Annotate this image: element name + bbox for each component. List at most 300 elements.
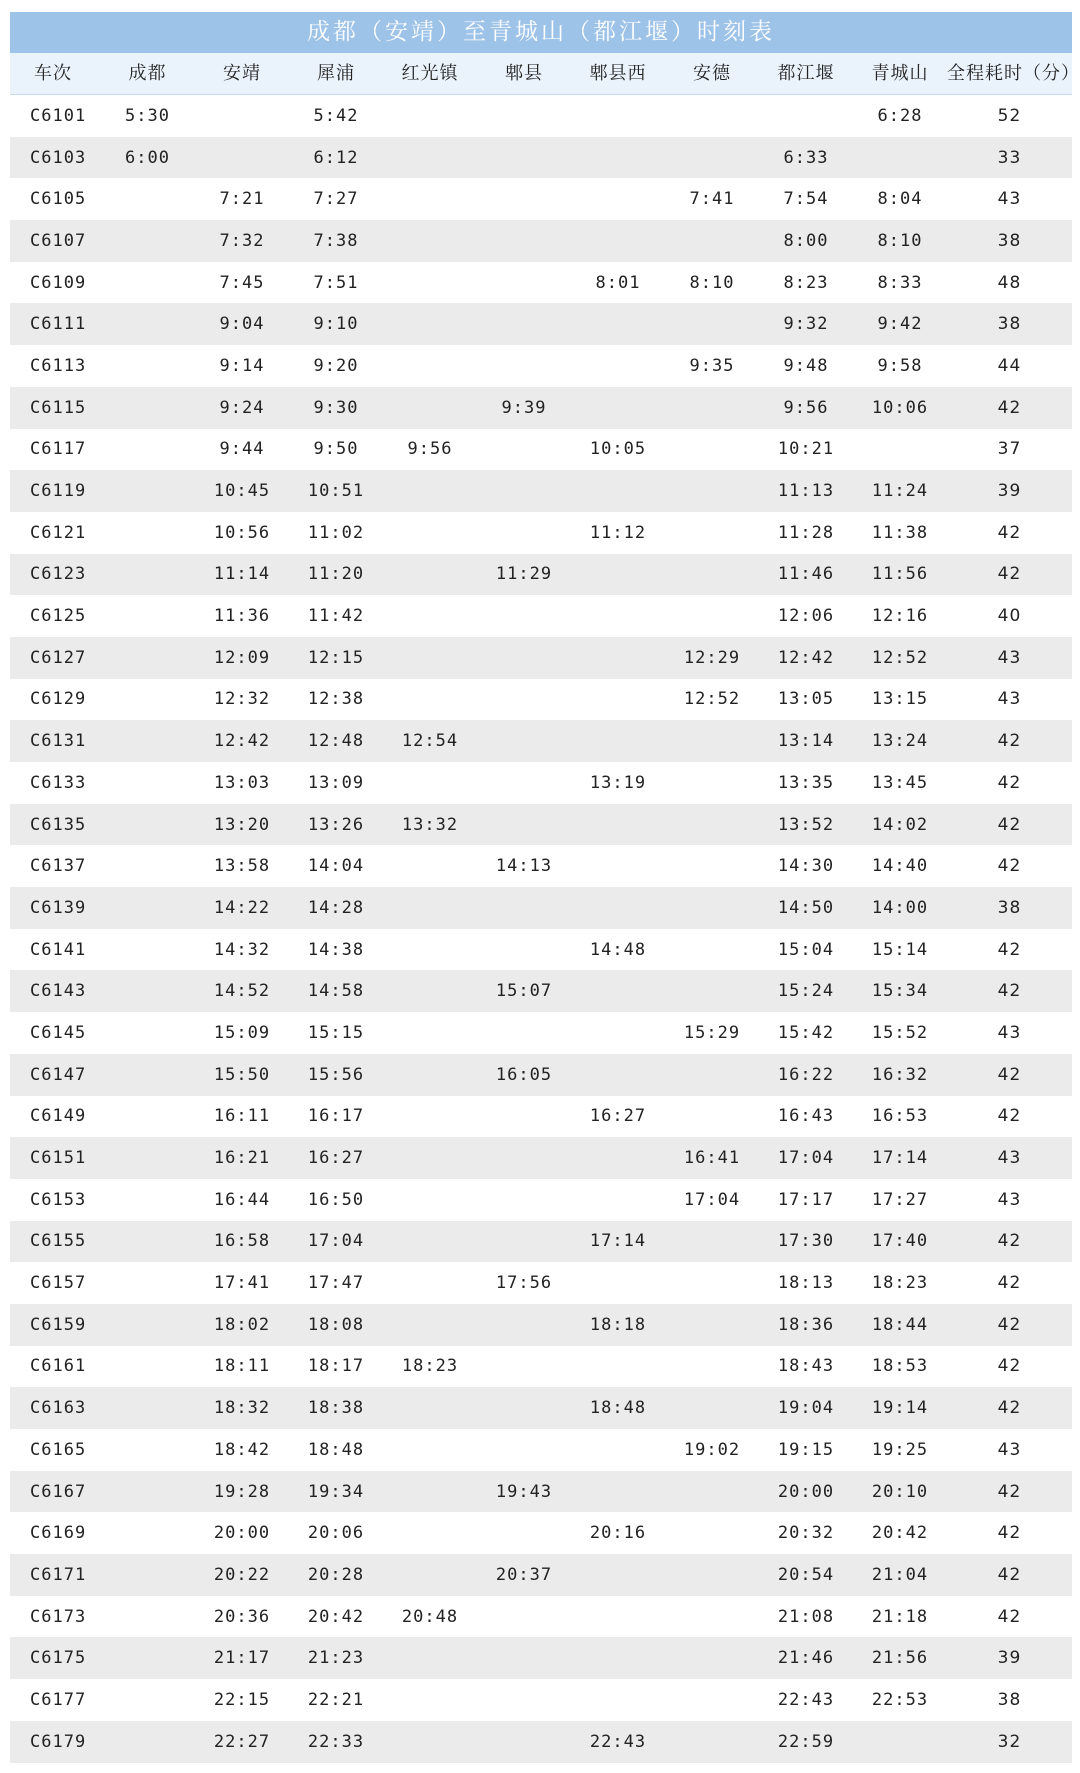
cell-qingchengshan: 9:58 bbox=[877, 355, 923, 376]
cell-anjing: 19:28 bbox=[213, 1481, 271, 1502]
table-row bbox=[10, 1387, 1072, 1429]
cell-qingchengshan: 16:53 bbox=[871, 1106, 929, 1127]
cell-ande: 12:52 bbox=[683, 689, 741, 710]
cell-pixian-west: 13:19 bbox=[589, 772, 647, 793]
cell-anjing: 18:11 bbox=[213, 1356, 271, 1377]
cell-train-number: C6111 bbox=[30, 314, 87, 335]
cell-xipu: 9:30 bbox=[313, 397, 359, 418]
cell-ande: 7:41 bbox=[689, 189, 735, 210]
cell-anjing: 14:32 bbox=[213, 939, 271, 960]
cell-train-number: C6131 bbox=[30, 731, 87, 752]
table-row bbox=[10, 637, 1072, 679]
cell-total-duration: 38 bbox=[997, 230, 1022, 251]
cell-chengdu: 6:00 bbox=[125, 147, 170, 168]
cell-train-number: C6167 bbox=[30, 1481, 87, 1502]
table-row bbox=[10, 1054, 1072, 1096]
timetable bbox=[10, 12, 1080, 1763]
cell-anjing: 16:21 bbox=[213, 1148, 271, 1169]
cell-qingchengshan: 19:25 bbox=[871, 1439, 929, 1460]
cell-xipu: 21:23 bbox=[307, 1648, 365, 1669]
cell-train-number: C6149 bbox=[30, 1106, 87, 1127]
cell-anjing: 10:45 bbox=[213, 481, 271, 502]
cell-dujiangyan: 17:30 bbox=[777, 1231, 835, 1252]
cell-anjing: 13:03 bbox=[213, 772, 271, 793]
cell-xipu: 5:42 bbox=[313, 105, 359, 126]
table-row bbox=[10, 1304, 1072, 1346]
cell-xipu: 17:04 bbox=[307, 1231, 365, 1252]
header-anjing: 安靖 bbox=[223, 63, 261, 84]
cell-total-duration: 42 bbox=[997, 814, 1022, 835]
cell-train-number: C6157 bbox=[30, 1273, 87, 1294]
table-row bbox=[10, 429, 1072, 471]
cell-qingchengshan: 21:56 bbox=[871, 1648, 929, 1669]
cell-pixian-west: 17:14 bbox=[589, 1231, 647, 1252]
cell-total-duration: 32 bbox=[997, 1731, 1022, 1752]
cell-total-duration: 42 bbox=[997, 1064, 1022, 1085]
cell-train-number: C6105 bbox=[30, 189, 87, 210]
cell-qingchengshan: 17:40 bbox=[871, 1231, 929, 1252]
cell-total-duration: 42 bbox=[997, 1606, 1022, 1627]
cell-anjing: 12:32 bbox=[213, 689, 271, 710]
cell-xipu: 17:47 bbox=[307, 1273, 365, 1294]
cell-pixian-west: 16:27 bbox=[589, 1106, 647, 1127]
cell-dujiangyan: 13:35 bbox=[777, 772, 835, 793]
cell-pixian-west: 10:05 bbox=[589, 439, 647, 460]
cell-anjing: 10:56 bbox=[213, 522, 271, 543]
cell-anjing: 20:36 bbox=[213, 1606, 271, 1627]
cell-dujiangyan: 20:00 bbox=[777, 1481, 835, 1502]
header-chengdu: 成都 bbox=[128, 63, 167, 84]
cell-anjing: 18:32 bbox=[213, 1398, 271, 1419]
cell-dujiangyan: 12:06 bbox=[777, 606, 835, 627]
cell-train-number: C6171 bbox=[30, 1564, 87, 1585]
cell-total-duration: 44 bbox=[997, 355, 1022, 376]
cell-train-number: C6103 bbox=[30, 147, 87, 168]
cell-total-duration: 38 bbox=[997, 897, 1022, 918]
table-row bbox=[10, 1346, 1072, 1388]
cell-anjing: 9:04 bbox=[219, 314, 265, 335]
cell-xipu: 22:21 bbox=[307, 1689, 365, 1710]
cell-qingchengshan: 15:34 bbox=[871, 981, 929, 1002]
table-row bbox=[10, 1429, 1072, 1471]
cell-xipu: 9:20 bbox=[313, 355, 359, 376]
timetable-body bbox=[10, 95, 1072, 1763]
cell-xipu: 20:06 bbox=[307, 1523, 365, 1544]
cell-qingchengshan: 21:18 bbox=[871, 1606, 929, 1627]
cell-dujiangyan: 10:21 bbox=[777, 439, 835, 460]
timetable-title: 成都（安靖）至青城山（都江堰）时刻表 bbox=[10, 12, 1072, 53]
cell-qingchengshan: 18:44 bbox=[871, 1314, 929, 1335]
cell-dujiangyan: 19:04 bbox=[777, 1398, 835, 1419]
cell-qingchengshan: 11:24 bbox=[871, 481, 929, 502]
cell-qingchengshan: 18:53 bbox=[871, 1356, 929, 1377]
table-row bbox=[10, 554, 1072, 596]
table-row bbox=[10, 512, 1072, 554]
cell-xipu: 10:51 bbox=[307, 481, 365, 502]
cell-qingchengshan: 21:04 bbox=[871, 1564, 929, 1585]
cell-train-number: C6137 bbox=[30, 856, 87, 877]
cell-qingchengshan: 14:02 bbox=[871, 814, 929, 835]
cell-total-duration: 42 bbox=[997, 1273, 1022, 1294]
cell-dujiangyan: 8:00 bbox=[783, 230, 829, 251]
table-row bbox=[10, 804, 1072, 846]
cell-dujiangyan: 13:14 bbox=[777, 731, 835, 752]
cell-anjing: 21:17 bbox=[213, 1648, 271, 1669]
cell-dujiangyan: 22:43 bbox=[777, 1689, 835, 1710]
cell-xipu: 11:02 bbox=[307, 522, 365, 543]
cell-total-duration: 43 bbox=[997, 1022, 1022, 1043]
cell-train-number: C6145 bbox=[30, 1022, 87, 1043]
cell-xipu: 6:12 bbox=[313, 147, 359, 168]
cell-total-duration: 37 bbox=[997, 439, 1022, 460]
cell-pixian: 11:29 bbox=[495, 564, 553, 585]
cell-anjing: 22:27 bbox=[213, 1731, 271, 1752]
cell-train-number: C6151 bbox=[30, 1148, 87, 1169]
cell-total-duration: 43 bbox=[997, 1148, 1022, 1169]
cell-anjing: 18:02 bbox=[213, 1314, 271, 1335]
cell-dujiangyan: 8:23 bbox=[783, 272, 829, 293]
cell-dujiangyan: 13:52 bbox=[777, 814, 835, 835]
cell-train-number: C6135 bbox=[30, 814, 87, 835]
cell-dujiangyan: 9:56 bbox=[783, 397, 829, 418]
cell-total-duration: 42 bbox=[997, 397, 1022, 418]
cell-hongguangzhen: 18:23 bbox=[401, 1356, 459, 1377]
cell-dujiangyan: 14:50 bbox=[777, 897, 835, 918]
cell-dujiangyan: 17:04 bbox=[777, 1148, 835, 1169]
cell-dujiangyan: 16:22 bbox=[777, 1064, 835, 1085]
cell-dujiangyan: 22:59 bbox=[777, 1731, 835, 1752]
table-row bbox=[10, 762, 1072, 804]
cell-xipu: 12:48 bbox=[307, 731, 365, 752]
table-row bbox=[10, 220, 1072, 262]
cell-dujiangyan: 21:46 bbox=[777, 1648, 835, 1669]
cell-ande: 12:29 bbox=[683, 647, 741, 668]
table-row bbox=[10, 1679, 1072, 1721]
cell-total-duration: 38 bbox=[997, 1689, 1022, 1710]
table-row bbox=[10, 970, 1072, 1012]
cell-total-duration: 42 bbox=[997, 856, 1022, 877]
cell-anjing: 22:15 bbox=[213, 1689, 271, 1710]
cell-total-duration: 42 bbox=[997, 981, 1022, 1002]
cell-qingchengshan: 16:32 bbox=[871, 1064, 929, 1085]
cell-qingchengshan: 13:24 bbox=[871, 731, 929, 752]
cell-train-number: C6127 bbox=[30, 647, 87, 668]
cell-xipu: 14:58 bbox=[307, 981, 365, 1002]
cell-total-duration: 42 bbox=[997, 564, 1022, 585]
cell-train-number: C6109 bbox=[30, 272, 87, 293]
cell-anjing: 12:42 bbox=[213, 731, 271, 752]
cell-anjing: 13:20 bbox=[213, 814, 271, 835]
cell-dujiangyan: 11:28 bbox=[777, 522, 835, 543]
cell-dujiangyan: 7:54 bbox=[783, 189, 829, 210]
cell-dujiangyan: 18:13 bbox=[777, 1273, 835, 1294]
cell-xipu: 20:28 bbox=[307, 1564, 365, 1585]
table-row bbox=[10, 1596, 1072, 1638]
header-dujiangyan: 都江堰 bbox=[777, 63, 835, 84]
cell-pixian-west: 14:48 bbox=[589, 939, 647, 960]
cell-pixian: 14:13 bbox=[495, 856, 553, 877]
cell-train-number: C6119 bbox=[30, 481, 87, 502]
cell-train-number: C6113 bbox=[30, 355, 87, 376]
cell-dujiangyan: 15:04 bbox=[777, 939, 835, 960]
cell-dujiangyan: 9:32 bbox=[783, 314, 829, 335]
cell-qingchengshan: 19:14 bbox=[871, 1398, 929, 1419]
cell-train-number: C6165 bbox=[30, 1439, 87, 1460]
cell-qingchengshan: 14:40 bbox=[871, 856, 929, 877]
cell-qingchengshan: 8:10 bbox=[877, 230, 923, 251]
cell-xipu: 19:34 bbox=[307, 1481, 365, 1502]
table-row bbox=[10, 470, 1072, 512]
cell-train-number: C6129 bbox=[30, 689, 87, 710]
cell-train-number: C6169 bbox=[30, 1523, 87, 1544]
cell-train-number: C6161 bbox=[30, 1356, 87, 1377]
table-row bbox=[10, 1096, 1072, 1138]
cell-qingchengshan: 12:52 bbox=[871, 647, 929, 668]
cell-total-duration: 43 bbox=[997, 1439, 1022, 1460]
cell-xipu: 18:17 bbox=[307, 1356, 365, 1377]
cell-train-number: C6141 bbox=[30, 939, 87, 960]
table-row bbox=[10, 387, 1072, 429]
cell-qingchengshan: 17:14 bbox=[871, 1148, 929, 1169]
cell-pixian: 17:56 bbox=[495, 1273, 553, 1294]
cell-anjing: 13:58 bbox=[213, 856, 271, 877]
cell-xipu: 14:38 bbox=[307, 939, 365, 960]
cell-ande: 9:35 bbox=[689, 355, 735, 376]
cell-train-number: C6133 bbox=[30, 772, 87, 793]
cell-train-number: C6179 bbox=[30, 1731, 87, 1752]
cell-xipu: 18:08 bbox=[307, 1314, 365, 1335]
cell-total-duration: 42 bbox=[997, 731, 1022, 752]
cell-dujiangyan: 19:15 bbox=[777, 1439, 835, 1460]
cell-anjing: 7:21 bbox=[219, 189, 265, 210]
cell-anjing: 7:45 bbox=[219, 272, 265, 293]
cell-xipu: 7:27 bbox=[313, 189, 359, 210]
cell-train-number: C6115 bbox=[30, 397, 87, 418]
table-row bbox=[10, 1721, 1072, 1763]
cell-pixian-west: 22:43 bbox=[589, 1731, 647, 1752]
cell-train-number: C6175 bbox=[30, 1648, 87, 1669]
cell-anjing: 15:09 bbox=[213, 1022, 271, 1043]
table-row bbox=[10, 1262, 1072, 1304]
cell-pixian-west: 11:12 bbox=[589, 522, 647, 543]
table-row bbox=[10, 178, 1072, 220]
header-hongguangzhen: 红光镇 bbox=[401, 63, 459, 84]
cell-pixian: 15:07 bbox=[495, 981, 553, 1002]
cell-train-number: C6147 bbox=[30, 1064, 87, 1085]
cell-dujiangyan: 17:17 bbox=[777, 1189, 835, 1210]
cell-anjing: 11:14 bbox=[213, 564, 271, 585]
cell-chengdu: 5:30 bbox=[125, 105, 170, 126]
cell-total-duration: 42 bbox=[997, 1398, 1022, 1419]
cell-anjing: 20:00 bbox=[213, 1523, 271, 1544]
cell-anjing: 12:09 bbox=[213, 647, 271, 668]
cell-xipu: 16:17 bbox=[307, 1106, 365, 1127]
cell-total-duration: 52 bbox=[997, 105, 1022, 126]
cell-anjing: 7:32 bbox=[219, 230, 265, 251]
cell-xipu: 15:56 bbox=[307, 1064, 365, 1085]
cell-dujiangyan: 21:08 bbox=[777, 1606, 835, 1627]
cell-total-duration: 39 bbox=[997, 481, 1022, 502]
cell-train-number: C6125 bbox=[30, 606, 87, 627]
cell-ande: 15:29 bbox=[683, 1022, 741, 1043]
table-row bbox=[10, 1471, 1072, 1513]
header-ande: 安德 bbox=[693, 63, 731, 84]
cell-qingchengshan: 13:45 bbox=[871, 772, 929, 793]
cell-xipu: 12:15 bbox=[307, 647, 365, 668]
cell-xipu: 14:28 bbox=[307, 897, 365, 918]
cell-train-number: C6121 bbox=[30, 522, 87, 543]
cell-pixian: 19:43 bbox=[495, 1481, 553, 1502]
cell-xipu: 14:04 bbox=[307, 856, 365, 877]
cell-total-duration: 43 bbox=[997, 647, 1022, 668]
cell-ande: 17:04 bbox=[683, 1189, 741, 1210]
cell-qingchengshan: 15:52 bbox=[871, 1022, 929, 1043]
cell-hongguangzhen: 9:56 bbox=[407, 439, 453, 460]
cell-xipu: 15:15 bbox=[307, 1022, 365, 1043]
cell-dujiangyan: 20:32 bbox=[777, 1523, 835, 1544]
table-row bbox=[10, 303, 1072, 345]
cell-xipu: 20:42 bbox=[307, 1606, 365, 1627]
cell-hongguangzhen: 20:48 bbox=[401, 1606, 459, 1627]
cell-xipu: 11:42 bbox=[307, 606, 365, 627]
cell-total-duration: 42 bbox=[997, 772, 1022, 793]
table-row bbox=[10, 262, 1072, 304]
cell-total-duration: 39 bbox=[997, 1648, 1022, 1669]
cell-train-number: C6177 bbox=[30, 1689, 87, 1710]
cell-qingchengshan: 12:16 bbox=[871, 606, 929, 627]
cell-total-duration: 42 bbox=[997, 1106, 1022, 1127]
cell-pixian-west: 8:01 bbox=[595, 272, 641, 293]
cell-anjing: 16:11 bbox=[213, 1106, 271, 1127]
cell-qingchengshan: 6:28 bbox=[877, 105, 923, 126]
table-row bbox=[10, 679, 1072, 721]
cell-qingchengshan: 10:06 bbox=[871, 397, 929, 418]
cell-total-duration: 42 bbox=[997, 1564, 1022, 1585]
cell-ande: 8:10 bbox=[689, 272, 735, 293]
cell-xipu: 13:26 bbox=[307, 814, 365, 835]
cell-dujiangyan: 11:13 bbox=[777, 481, 835, 502]
cell-qingchengshan: 11:56 bbox=[871, 564, 929, 585]
cell-anjing: 20:22 bbox=[213, 1564, 271, 1585]
cell-train-number: C6139 bbox=[30, 897, 87, 918]
table-row bbox=[10, 345, 1072, 387]
cell-total-duration: 42 bbox=[997, 1523, 1022, 1544]
cell-qingchengshan: 18:23 bbox=[871, 1273, 929, 1294]
cell-pixian: 20:37 bbox=[495, 1564, 553, 1585]
cell-total-duration: 42 bbox=[997, 939, 1022, 960]
cell-anjing: 14:22 bbox=[213, 897, 271, 918]
cell-anjing: 16:58 bbox=[213, 1231, 271, 1252]
cell-qingchengshan: 22:53 bbox=[871, 1689, 929, 1710]
cell-total-duration: 42 bbox=[997, 522, 1022, 543]
cell-anjing: 9:44 bbox=[219, 439, 265, 460]
table-row bbox=[10, 1512, 1072, 1554]
table-row bbox=[10, 137, 1072, 179]
cell-anjing: 17:41 bbox=[213, 1273, 271, 1294]
cell-anjing: 16:44 bbox=[213, 1189, 271, 1210]
table-row bbox=[10, 845, 1072, 887]
table-row bbox=[10, 1012, 1072, 1054]
cell-hongguangzhen: 12:54 bbox=[401, 731, 459, 752]
header-xipu: 犀浦 bbox=[317, 63, 355, 84]
table-row bbox=[10, 1554, 1072, 1596]
header-pixian-west: 郫县西 bbox=[589, 63, 647, 84]
cell-pixian-west: 18:48 bbox=[589, 1398, 647, 1419]
cell-total-duration: 40 bbox=[997, 606, 1022, 627]
cell-dujiangyan: 16:43 bbox=[777, 1106, 835, 1127]
cell-total-duration: 43 bbox=[997, 1189, 1022, 1210]
cell-anjing: 15:50 bbox=[213, 1064, 271, 1085]
cell-dujiangyan: 18:36 bbox=[777, 1314, 835, 1335]
cell-dujiangyan: 6:33 bbox=[783, 147, 829, 168]
cell-pixian: 9:39 bbox=[501, 397, 547, 418]
cell-total-duration: 33 bbox=[997, 147, 1022, 168]
cell-xipu: 9:10 bbox=[313, 314, 359, 335]
table-row bbox=[10, 1221, 1072, 1263]
cell-dujiangyan: 15:42 bbox=[777, 1022, 835, 1043]
cell-xipu: 7:38 bbox=[313, 230, 359, 251]
cell-dujiangyan: 14:30 bbox=[777, 856, 835, 877]
cell-pixian-west: 20:16 bbox=[589, 1523, 647, 1544]
cell-train-number: C6163 bbox=[30, 1398, 87, 1419]
table-row bbox=[10, 929, 1072, 971]
cell-train-number: C6173 bbox=[30, 1606, 87, 1627]
cell-pixian: 16:05 bbox=[495, 1064, 553, 1085]
cell-dujiangyan: 20:54 bbox=[777, 1564, 835, 1585]
cell-anjing: 11:36 bbox=[213, 606, 271, 627]
cell-xipu: 16:27 bbox=[307, 1148, 365, 1169]
cell-train-number: C6107 bbox=[30, 230, 87, 251]
cell-xipu: 12:38 bbox=[307, 689, 365, 710]
cell-total-duration: 42 bbox=[997, 1481, 1022, 1502]
cell-qingchengshan: 20:10 bbox=[871, 1481, 929, 1502]
cell-qingchengshan: 8:33 bbox=[877, 272, 923, 293]
table-row bbox=[10, 1637, 1072, 1679]
cell-dujiangyan: 15:24 bbox=[777, 981, 835, 1002]
cell-xipu: 13:09 bbox=[307, 772, 365, 793]
table-row bbox=[10, 887, 1072, 929]
cell-train-number: C6143 bbox=[30, 981, 87, 1002]
cell-xipu: 16:50 bbox=[307, 1189, 365, 1210]
cell-total-duration: 42 bbox=[997, 1231, 1022, 1252]
cell-xipu: 7:51 bbox=[313, 272, 359, 293]
cell-qingchengshan: 8:04 bbox=[877, 189, 923, 210]
cell-xipu: 18:38 bbox=[307, 1398, 365, 1419]
cell-anjing: 9:24 bbox=[219, 397, 265, 418]
cell-qingchengshan: 9:42 bbox=[877, 314, 923, 335]
table-row bbox=[10, 595, 1072, 637]
header-pixian: 郫县 bbox=[505, 63, 543, 84]
cell-train-number: C6123 bbox=[30, 564, 87, 585]
cell-dujiangyan: 11:46 bbox=[777, 564, 835, 585]
cell-xipu: 18:48 bbox=[307, 1439, 365, 1460]
cell-total-duration: 43 bbox=[997, 689, 1022, 710]
cell-pixian-west: 18:18 bbox=[589, 1314, 647, 1335]
cell-hongguangzhen: 13:32 bbox=[401, 814, 459, 835]
cell-anjing: 9:14 bbox=[219, 355, 265, 376]
cell-anjing: 18:42 bbox=[213, 1439, 271, 1460]
cell-ande: 16:41 bbox=[683, 1148, 741, 1169]
header-train-number: 车次 bbox=[34, 63, 72, 84]
cell-qingchengshan: 14:00 bbox=[871, 897, 929, 918]
cell-qingchengshan: 17:27 bbox=[871, 1189, 929, 1210]
cell-train-number: C6153 bbox=[30, 1189, 87, 1210]
table-row bbox=[10, 1179, 1072, 1221]
cell-xipu: 11:20 bbox=[307, 564, 365, 585]
cell-qingchengshan: 13:15 bbox=[871, 689, 929, 710]
cell-dujiangyan: 9:48 bbox=[783, 355, 829, 376]
cell-train-number: C6117 bbox=[30, 439, 87, 460]
